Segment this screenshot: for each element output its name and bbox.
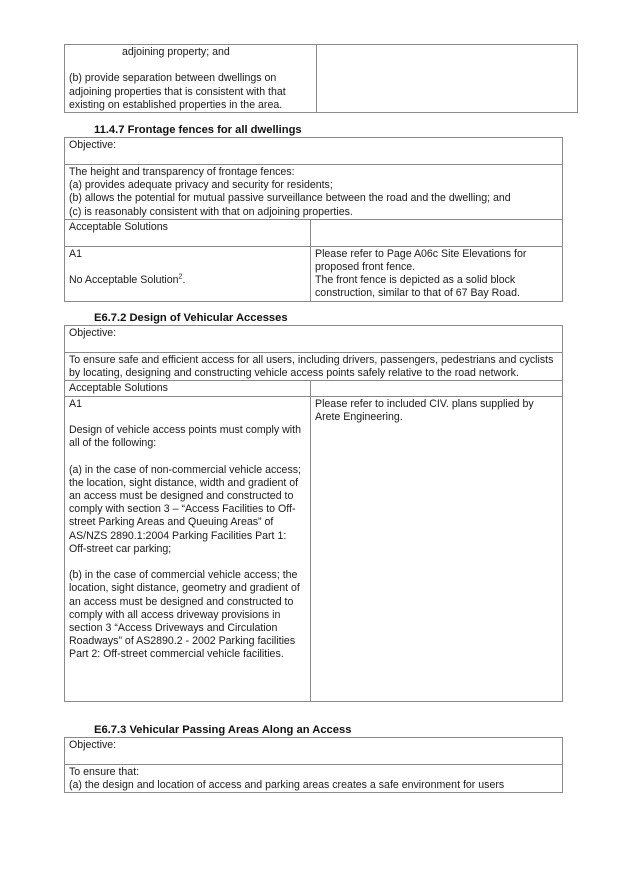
a1-response: Please refer to included CIV. plans supplied by Arete Engineering. [315,397,534,423]
objective-item-a: (a) the design and location of access and parking areas creates a safe environment for users [69,779,505,792]
a1-response-cell [311,396,563,701]
a1-solution-cell [65,396,311,701]
objective-label-cell [65,326,563,353]
a1-response-line-2: The front fence is depicted as a solid block construction, similar to that of 67 Bay Road. [315,274,520,300]
objective-text-cell [65,165,563,220]
acceptable-solutions-label: Acceptable Solutions [69,382,168,395]
frontage-fences-table [64,137,563,302]
objective-item-c: (c) is reasonably consistent with that on adjoining properties. [69,205,353,218]
a1-solution-suffix: . [182,274,186,287]
continued-right-cell [317,45,578,113]
acceptable-solutions-empty-cell [311,381,563,396]
a1-item-b: (b) in the case of commercial vehicle access; the location, sight distance, geometry and gradient of an access must be designed and constructed to comply with all access driveway provisions in section 3 “Access Driveways and Circulation Roadways” of AS2890.2 - 2002 Parking facilities Part 2: Off-street commercial vehicle facilities. [69,569,300,661]
objective-text-cell [65,353,563,381]
objective-text: To ensure safe and efficient access for all users, including drivers, passengers, pedestrians and cyclists by locating, designing and constructing vehicle access points safely relative to the road network. [69,354,554,380]
vehicular-accesses-table [64,325,563,702]
objective-label: Objective: [69,739,117,751]
acceptable-solutions-label-cell [65,381,311,396]
a1-label: A1 [69,247,82,260]
a1-intro: Design of vehicle access points must comply with all of the following: [69,424,301,450]
section-heading-e6-7-3: E6.7.3 Vehicular Passing Areas Along an Access [94,724,352,736]
objective-label: Objective: [69,327,117,339]
a1-response-cell [311,246,563,301]
continued-item-b: (b) provide separation between dwellings on adjoining properties that is consistent with that existing on established properties in the area. [69,72,286,111]
section-heading-e6-7-2: E6.7.2 Design of Vehicular Accesses [94,312,288,324]
continued-table [64,44,578,113]
acceptable-solutions-label-cell [65,219,311,246]
a1-response-line-1: Please refer to Page A06c Site Elevations for proposed front fence. [315,247,527,274]
a1-solution-cell [65,246,311,301]
a1-solution-text: No Acceptable Solution [69,274,179,287]
continued-line-top: adjoining property; and [122,46,230,58]
section-heading-11-4-7: 11.4.7 Frontage fences for all dwellings [94,124,302,136]
objective-intro: The height and transparency of frontage fences: [69,166,295,178]
acceptable-solutions-empty-cell [311,219,563,246]
vehicular-passing-table [64,737,563,793]
objective-item-b: (b) allows the potential for mutual passive surveillance between the road and the dwelling; and [69,192,511,205]
objective-label: Objective: [69,139,117,151]
objective-item-a: (a) provides adequate privacy and security for residents; [69,179,333,192]
a1-label: A1 [69,397,82,410]
continued-left-cell [65,45,317,113]
objective-label-cell [65,738,563,765]
objective-label-cell [65,138,563,165]
acceptable-solutions-label: Acceptable Solutions [69,220,168,233]
a1-item-a: (a) in the case of non-commercial vehicle access; the location, sight distance, width and gradient of an access must be designed and constructed to comply with section 3 – “Access Facilities to Off-street Parking Areas and Queuing Areas” of AS/NZS 2890.1:2004 Parking Facilities Part 1: Off-street car parking; [69,463,301,555]
objective-text-cell [65,765,563,793]
footnote-marker[interactable]: 2 [178,273,183,281]
objective-intro: To ensure that: [69,766,140,778]
a1-solution [69,274,306,287]
